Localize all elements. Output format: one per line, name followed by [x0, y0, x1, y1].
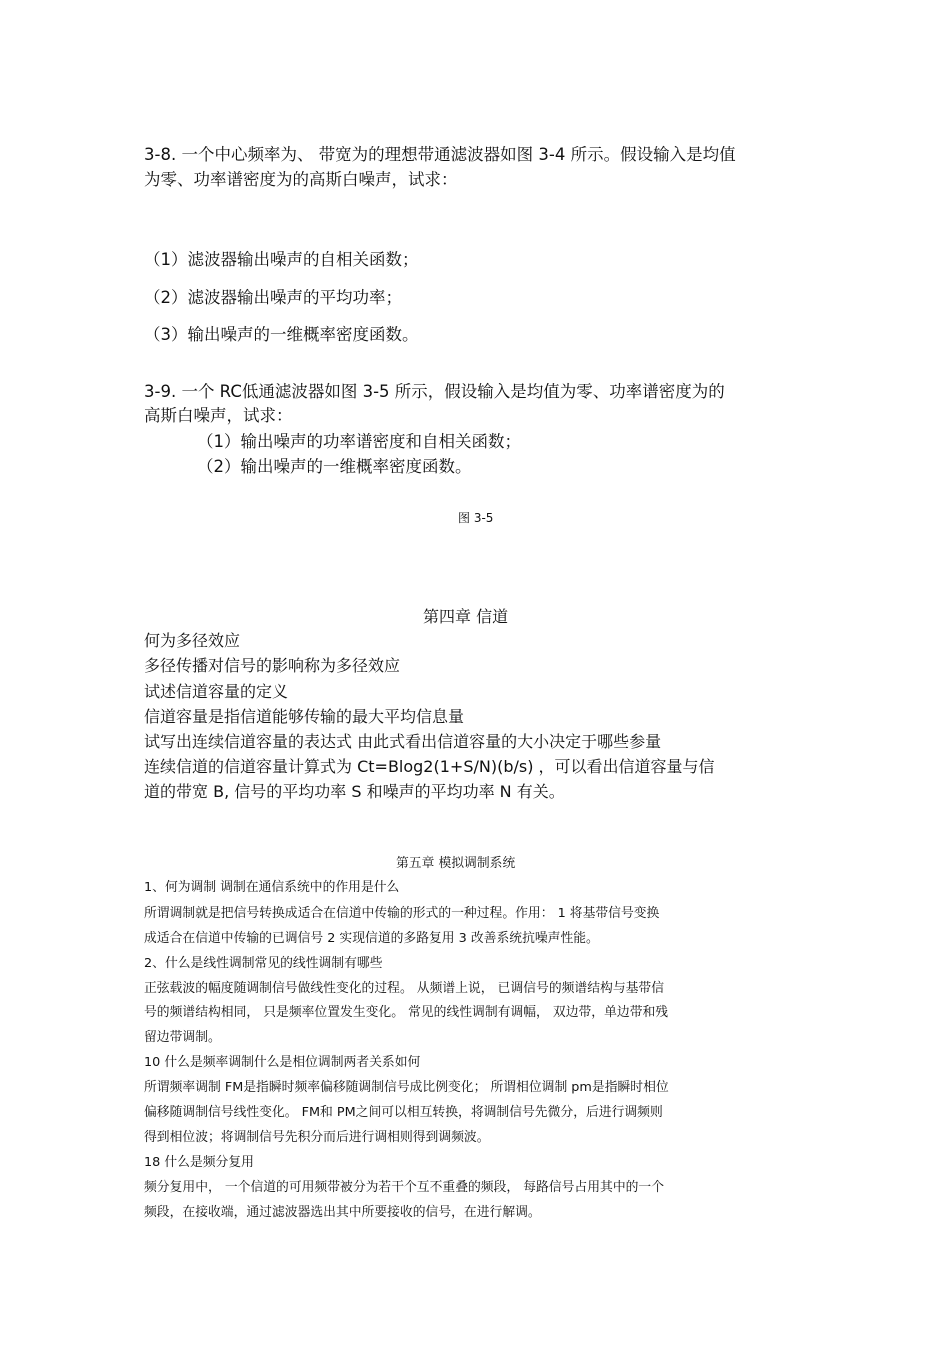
ch5-line-11: 得到相位波；将调制信号先积分而后进行调相则得到调频波。: [144, 1130, 490, 1145]
chapter-4-title: 第四章 信道: [423, 607, 509, 626]
q38-item-1: （1）滤波器输出噪声的自相关函数；: [144, 250, 419, 269]
ch5-line-7: 留边带调制。: [144, 1030, 221, 1045]
ch5-line-6: 号的频谱结构相同， 只是频率位置发生变化。 常见的线性调制有调幅， 双边带，单边带和残: [144, 1005, 669, 1020]
ch5-line-1: 1、何为调制 调制在通信系统中的作用是什么: [144, 880, 400, 895]
ch4-line-3: 试述信道容量的定义: [144, 682, 289, 701]
ch4-line-5: 试写出连续信道容量的表达式 由此式看出信道容量的大小决定于哪些参量: [144, 732, 662, 751]
ch5-line-4: 2、什么是线性调制常见的线性调制有哪些: [144, 956, 383, 971]
q38-item-3: （3）输出噪声的一维概率密度函数。: [144, 325, 419, 344]
ch5-line-12: 18 什么是频分复用: [144, 1155, 254, 1170]
ch4-line-6: 连续信道的信道容量计算式为 Ct=Blog2(1+S/N)(b/s) ，可以看出信道容量与信: [144, 757, 715, 776]
q38-item-2: （2）滤波器输出噪声的平均功率；: [144, 288, 402, 307]
figure-caption: 图 3-5: [458, 511, 494, 525]
ch4-line-1: 何为多径效应: [144, 631, 241, 650]
ch5-line-8: 10 什么是频率调制什么是相位调制两者关系如何: [144, 1055, 421, 1070]
chapter-5-title: 第五章 模拟调制系统: [396, 856, 516, 871]
ch5-line-5: 正弦载波的幅度随调制信号做线性变化的过程。 从频谱上说， 已调信号的频谱结构与基带信: [144, 981, 665, 996]
ch5-line-13: 频分复用中， 一个信道的可用频带被分为若干个互不重叠的频段， 每路信号占用其中的一个: [144, 1180, 665, 1195]
q39-item-1: （1）输出噪声的功率谱密度和自相关函数；: [197, 432, 521, 451]
q38-line-2: 为零、功率谱密度为的高斯白噪声，试求：: [144, 170, 458, 189]
ch5-line-14: 频段，在接收端，通过滤波器选出其中所要接收的信号，在进行解调。: [144, 1205, 541, 1220]
ch4-line-7: 道的带宽 B, 信号的平均功率 S 和噪声的平均功率 N 有关。: [144, 782, 565, 801]
q38-line-1: 3-8. 一个中心频率为、 带宽为的理想带通滤波器如图 3-4 所示。假设输入是均值: [144, 145, 736, 164]
q39-line-2: 高斯白噪声，试求：: [144, 406, 293, 425]
ch5-line-10: 偏移随调制信号线性变化。 FM和 PM之间可以相互转换，将调制信号先微分，后进行调频则: [144, 1105, 663, 1120]
ch4-line-2: 多径传播对信号的影响称为多径效应: [144, 656, 401, 675]
q39-item-2: （2）输出噪声的一维概率密度函数。: [197, 457, 472, 476]
ch5-line-3: 成适合在信道中传输的已调信号 2 实现信道的多路复用 3 改善系统抗噪声性能。: [144, 931, 599, 946]
q39-line-1: 3-9. 一个 RC低通滤波器如图 3-5 所示，假设输入是均值为零、功率谱密度为的: [144, 382, 725, 401]
ch4-line-4: 信道容量是指信道能够传输的最大平均信息量: [144, 707, 465, 726]
ch5-line-9: 所谓频率调制 FM是指瞬时频率偏移随调制信号成比例变化； 所谓相位调制 pm是指瞬时相位: [144, 1080, 669, 1095]
ch5-line-2: 所谓调制就是把信号转换成适合在信道中传输的形式的一种过程。作用： 1 将基带信号变换: [144, 906, 660, 921]
